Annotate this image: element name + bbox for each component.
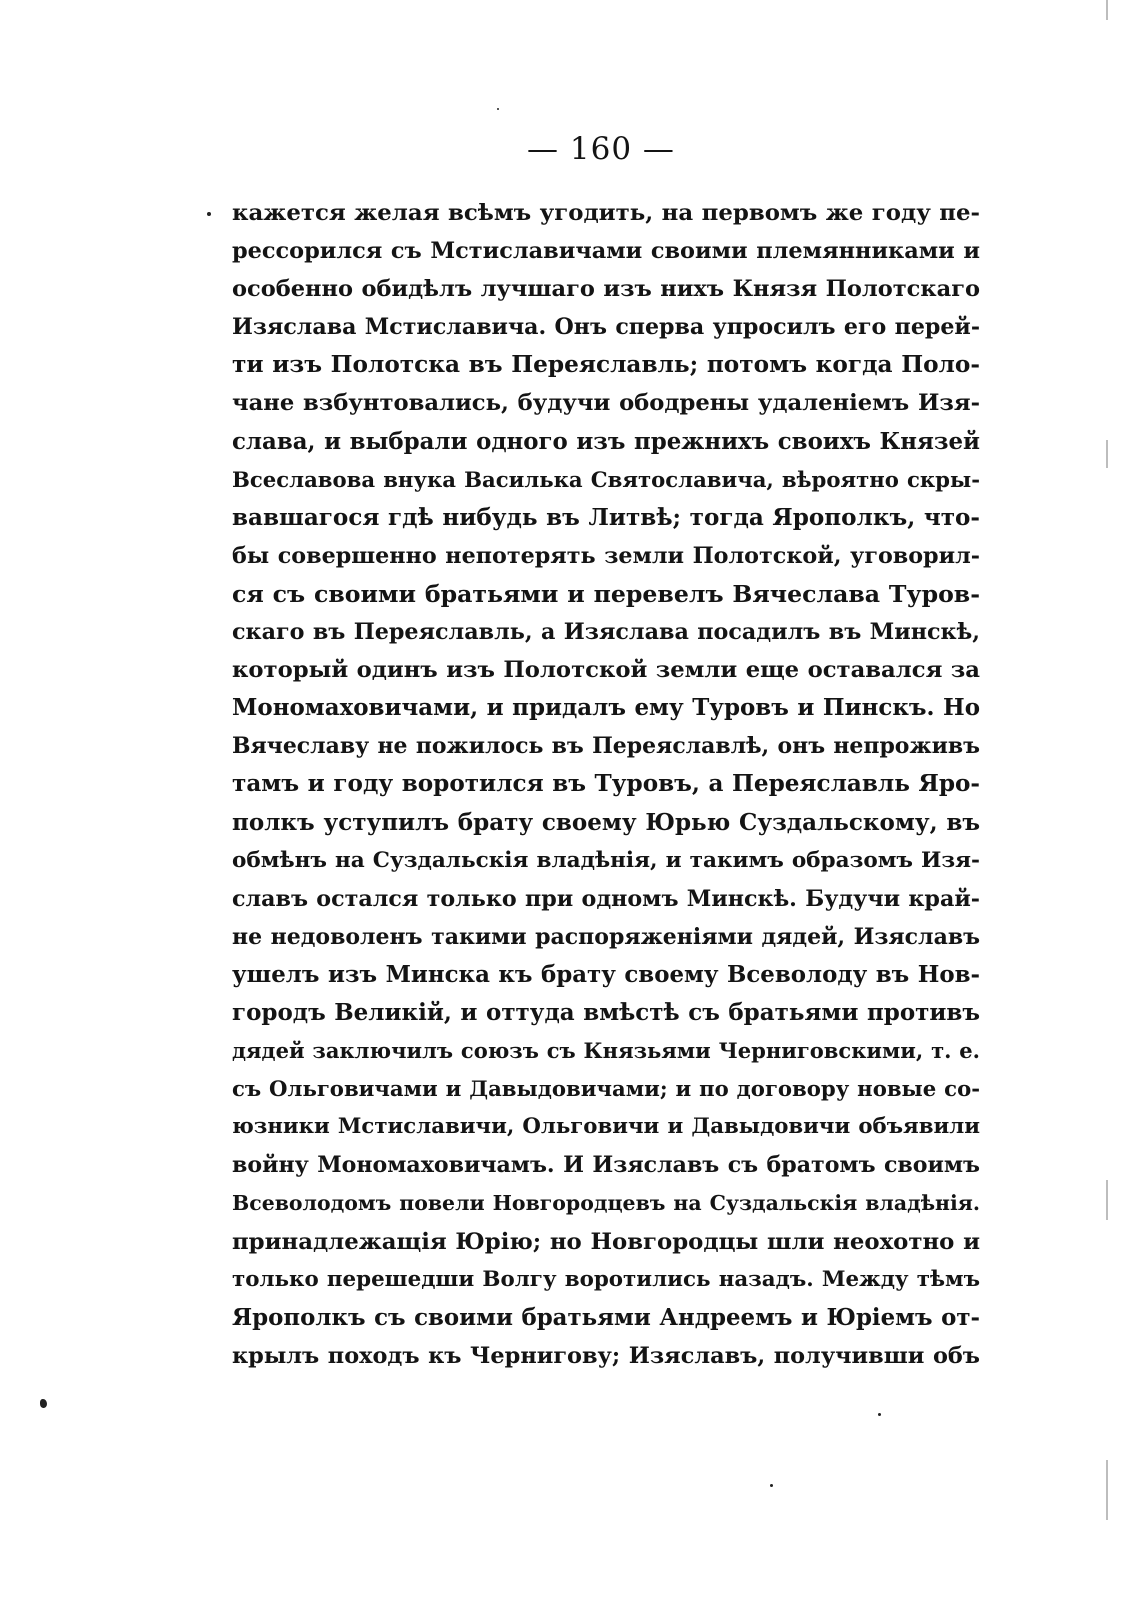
text-line: ти изъ Полотска въ Переяславль; потомъ когда Поло- bbox=[232, 351, 980, 379]
text-line: принадлежащія Юрію; но Новгородцы шли неохотно и bbox=[232, 1228, 980, 1255]
text-line: скаго въ Переяславль, а Изяслава посадилъ въ Минскѣ, bbox=[232, 619, 980, 646]
text-line: особенно обидѣлъ лучшаго изъ нихъ Князя Полотскаго bbox=[232, 276, 980, 303]
text-line: кажется желая всѣмъ угодить, на первомъ же году пе- bbox=[232, 200, 980, 226]
text-line: съ Ольговичами и Давыдовичами; и по договору новые со- bbox=[232, 1076, 980, 1102]
text-line: обмѣнъ на Суздальскія владѣнія, и такимъ образомъ Изя- bbox=[232, 847, 980, 873]
text-line: бы совершенно непотерять земли Полотской, уговорил- bbox=[232, 542, 980, 569]
ink-speck bbox=[770, 1484, 773, 1487]
scan-edge-mark bbox=[1106, 1180, 1108, 1220]
text-line: Всеволодомъ повели Новгородцевъ на Суздальскія владѣнія. bbox=[232, 1191, 980, 1216]
text-line: не недоволенъ такими распоряженіями дядей, Изяславъ bbox=[232, 923, 980, 950]
text-line: который одинъ изъ Полотской земли еще оставался за bbox=[232, 657, 980, 684]
text-line: городъ Великій, и оттуда вмѣстѣ съ братьями противъ bbox=[232, 998, 980, 1026]
text-line: славъ остался только при одномъ Минскѣ. Будучи край- bbox=[232, 885, 980, 912]
text-line: чане взбунтовались, будучи ободрены удаленіемъ Изя- bbox=[232, 390, 980, 417]
text-line: ушелъ изъ Минска къ брату своему Всеволоду въ Нов- bbox=[232, 961, 980, 988]
text-line: Мономаховичами, и придалъ ему Туровъ и Пинскъ. Но bbox=[232, 694, 980, 722]
text-line: рессорился съ Мстиславичами своими племянниками и bbox=[232, 238, 980, 265]
text-line: крылъ походъ къ Чернигову; Изяславъ, получивши объ bbox=[232, 1342, 980, 1369]
text-line: Вячеславу не пожилось въ Переяславлѣ, онъ непроживъ bbox=[232, 733, 980, 760]
text-line: вавшагося гдѣ нибудь въ Литвѣ; тогда Ярополкъ, что- bbox=[232, 503, 980, 531]
text-line: полкъ уступилъ брату своему Юрью Суздальскому, въ bbox=[232, 808, 980, 836]
scan-edge-mark bbox=[1106, 0, 1108, 20]
scan-edge-mark bbox=[1106, 440, 1108, 468]
text-line: Изяслава Мстиславича. Онъ сперва упросилъ его перей- bbox=[232, 314, 980, 341]
text-line: тамъ и году воротился въ Туровъ, а Переяславль Яро- bbox=[232, 770, 980, 798]
text-line: слава, и выбрали одного изъ прежнихъ своихъ Князей bbox=[232, 428, 980, 455]
ink-speck bbox=[497, 108, 499, 110]
text-line: Ярополкъ съ своими братьями Андреемъ и Юріемъ от- bbox=[232, 1304, 980, 1331]
ink-speck bbox=[878, 1413, 881, 1416]
text-line: дядей заключилъ союзъ съ Князьями Черниговскими, т. е. bbox=[232, 1038, 980, 1064]
text-line: только перешедши Волгу воротились назадъ. Между тѣмъ bbox=[232, 1266, 980, 1292]
text-line: ся съ своими братьями и перевелъ Вячеслава Туров- bbox=[232, 579, 980, 608]
text-line: войну Мономаховичамъ. И Изяславъ съ братомъ своимъ bbox=[232, 1152, 980, 1179]
ink-speck bbox=[207, 212, 211, 216]
ink-speck bbox=[40, 1399, 47, 1408]
text-line: Всеславова внука Василька Святославича, вѣроятно скры- bbox=[232, 466, 980, 492]
text-line: юзники Мстиславичи, Ольговичи и Давыдовичи объявили bbox=[232, 1114, 980, 1140]
body-text bbox=[232, 194, 980, 1375]
page-number: — 160 — bbox=[527, 131, 675, 167]
scan-edge-mark bbox=[1106, 1460, 1108, 1520]
